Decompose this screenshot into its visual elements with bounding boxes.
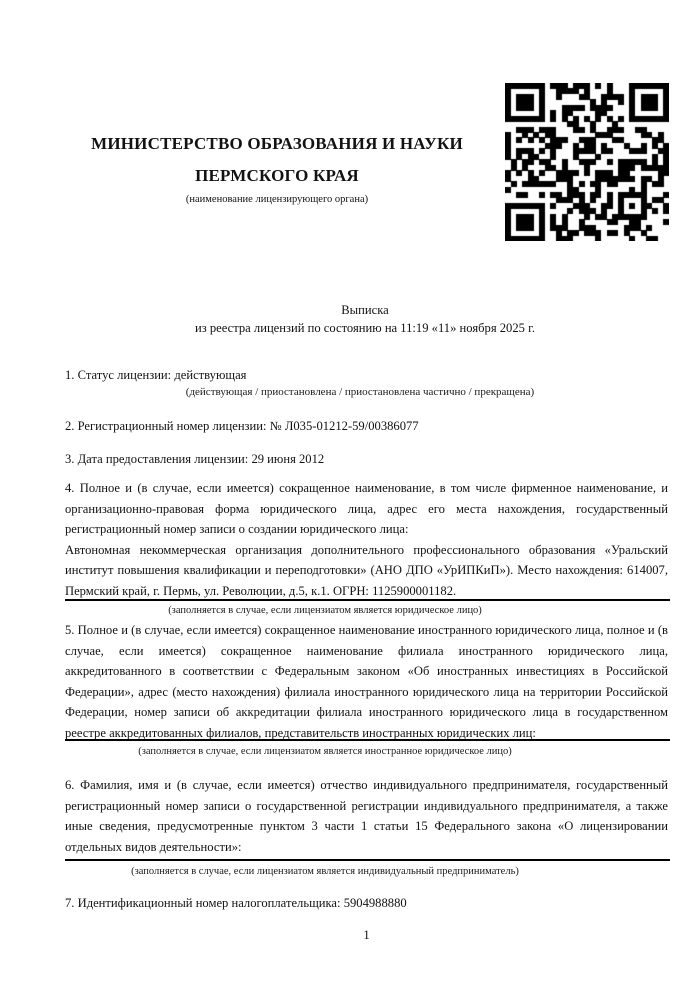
registration-number-label: 2. Регистрационный номер лицензии: xyxy=(65,419,267,433)
document-title-line1: Выписка xyxy=(341,303,389,317)
registration-number-value: № Л035-01212-59/00386077 xyxy=(269,419,419,433)
grant-date-label: 3. Дата предоставления лицензии: xyxy=(65,452,249,466)
legal-entity-statement: 4. Полное и (в случае, если имеется) сокращенное наименование, в том числе фирменное наименование, и организационно-правовая форма юридического лица, адрес его места нахождения, государственный регистрационный номер записи о создании юридического лица: xyxy=(65,481,668,536)
entrepreneur-statement: 6. Фамилия, имя и (в случае, если имеется) отчество индивидуального предпринимателя, государственный регистрационный номер записи о государственной регистрации индивидуального предпринимателя, а также иные сведения, предусмотренные пунктом 3 части 1 статьи 15 Федерального закона «О лицензировании отдельных видов деятельности»: xyxy=(65,778,668,854)
legal-entity-value: Автономная некоммерческая организация дополнительного профессионального образования «Уральский институт повышения квалификации и переподготовки» (АНО ДПО «УрИПКиП»). Место нахождения: 614007, Пермский край, г. Пермь, ул. Революции, д.5, к.1. ОГРН: 1125900001182. xyxy=(65,542,668,598)
foreign-entity-caption: (заполняется в случае, если лицензиатом является иностранное юридическое лицо) xyxy=(138,746,512,757)
legal-entity-rule xyxy=(65,599,670,601)
ministry-name-line2: ПЕРМСКОГО КРАЯ xyxy=(195,166,359,185)
ministry-name-line1: МИНИСТЕРСТВО ОБРАЗОВАНИЯ И НАУКИ xyxy=(91,134,463,153)
entrepreneur-caption: (заполняется в случае, если лицензиатом является индивидуальный предприниматель) xyxy=(131,866,519,877)
taxpayer-id-value: 5904988880 xyxy=(343,896,407,910)
grant-date-value: 29 июня 2012 xyxy=(251,452,325,466)
qr-code-icon xyxy=(505,83,669,241)
license-status-value: действующая xyxy=(174,368,247,382)
license-status-note: (действующая / приостановлена / приостановлена частично / прекращена) xyxy=(185,386,535,398)
registration-number-line xyxy=(65,417,668,435)
entrepreneur-section xyxy=(65,775,668,857)
page-number: 1 xyxy=(363,928,370,942)
foreign-entity-section xyxy=(65,620,668,743)
taxpayer-id-line xyxy=(65,894,668,912)
document-title-line2: из реестра лицензий по состоянию на 11:19 «11» ноября 2025 г. xyxy=(194,321,535,335)
licensing-authority-header xyxy=(65,128,489,206)
taxpayer-id-label: 7. Идентификационный номер налогоплательщика: xyxy=(65,896,341,910)
entrepreneur-rule xyxy=(65,859,670,861)
foreign-entity-statement: 5. Полное и (в случае, если имеется) сокращенное наименование иностранного юридического лица, полное и (в случае, если имеется) сокращенное наименование филиала иностранного юридического лица, аккредитованного в соответствии с Федеральным законом «Об иностранных инвестициях в Российской Федерации», адрес (место нахождения) филиала иностранного юридического лица на территории Российской Федерации, номер записи об аккредитации филиала иностранного юридического лица в государственном реестре аккредитованных филиалов, представительств иностранных юридических лиц: xyxy=(65,623,668,740)
grant-date-line xyxy=(65,450,668,468)
qr-code-canvas xyxy=(505,83,669,241)
license-status-line xyxy=(65,366,668,384)
legal-entity-caption: (заполняется в случае, если лицензиатом является юридическое лицо) xyxy=(168,605,482,616)
document-title xyxy=(65,301,665,337)
ministry-caption: (наименование лицензирующего органа) xyxy=(185,194,369,205)
legal-entity-section xyxy=(65,478,668,601)
foreign-entity-rule xyxy=(65,739,670,741)
license-status-label: 1. Статус лицензии: xyxy=(65,368,172,382)
